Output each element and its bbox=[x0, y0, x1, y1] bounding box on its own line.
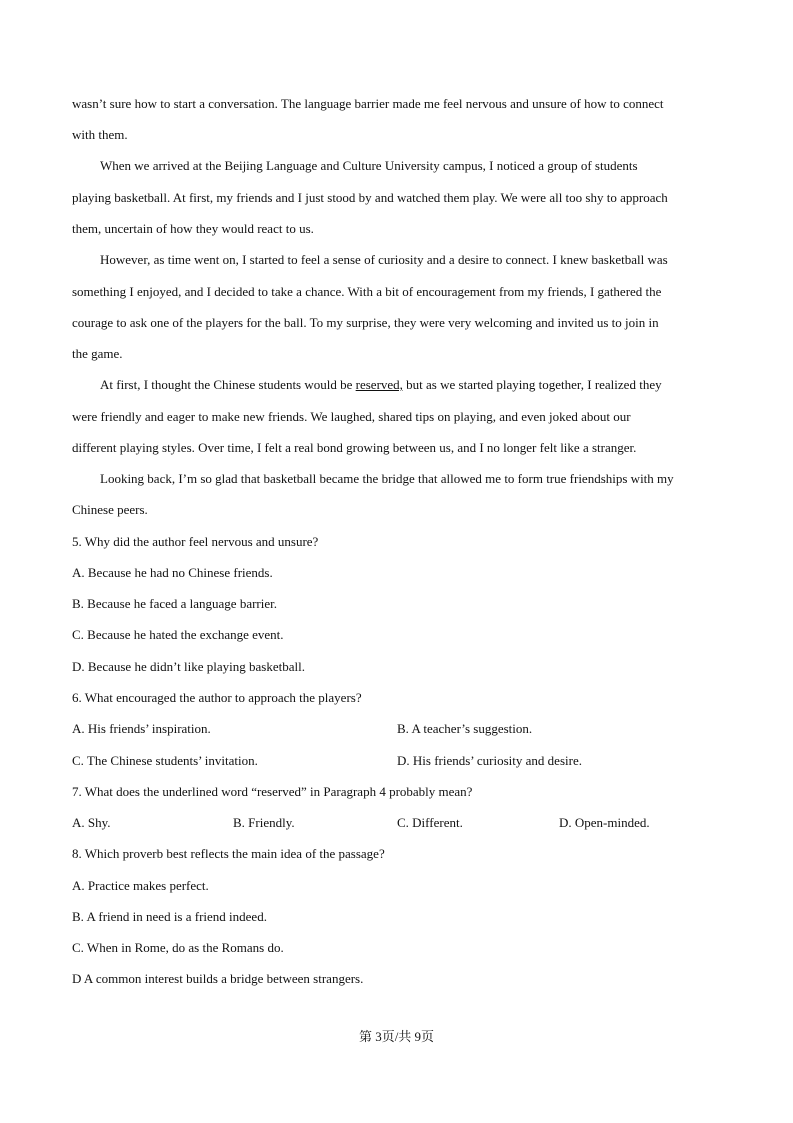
answer-option: B. Friendly. bbox=[233, 815, 295, 830]
answer-option: A. Practice makes perfect. bbox=[72, 878, 209, 893]
passage-line: were friendly and eager to make new friends. We laughed, shared tips on playing, and even joked about our bbox=[72, 409, 631, 424]
answer-option: B. A teacher’s suggestion. bbox=[397, 721, 533, 736]
passage-line: wasn’t sure how to start a conversation. The language barrier made me feel nervous and unsure of how to connect bbox=[72, 96, 664, 111]
question-stem: 7. What does the underlined word “reserved” in Paragraph 4 probably mean? bbox=[72, 784, 473, 799]
page-number: 第 3页/共 9页 bbox=[358, 1029, 435, 1044]
answer-option: D. Because he didn’t like playing basketball. bbox=[72, 659, 305, 674]
answer-option: D. Open-minded. bbox=[559, 815, 650, 830]
answer-option: A. Because he had no Chinese friends. bbox=[72, 565, 273, 580]
answer-row bbox=[72, 721, 722, 737]
passage-line: Looking back, I’m so glad that basketball became the bridge that allowed me to form true friendships with my bbox=[100, 471, 674, 486]
passage-line: different playing styles. Over time, I felt a real bond growing between us, and I no longer felt like a stranger. bbox=[72, 440, 637, 455]
question-stem: 6. What encouraged the author to approach the players? bbox=[72, 690, 362, 705]
passage-line bbox=[100, 377, 662, 393]
answer-option: D. His friends’ curiosity and desire. bbox=[397, 753, 582, 768]
answer-option: A. Shy. bbox=[72, 815, 111, 830]
passage-text: At first, I thought the Chinese students would be bbox=[100, 377, 356, 392]
answer-option: D A common interest builds a bridge between strangers. bbox=[72, 971, 364, 986]
answer-option: A. His friends’ inspiration. bbox=[72, 721, 211, 736]
passage-text: but as we started playing together, I realized they bbox=[402, 377, 662, 392]
answer-option: C. Different. bbox=[397, 815, 463, 830]
passage-line: them, uncertain of how they would react to us. bbox=[72, 221, 314, 236]
underlined-word: reserved, bbox=[355, 377, 403, 392]
answer-option: B. A friend in need is a friend indeed. bbox=[72, 909, 267, 924]
passage-line: the game. bbox=[72, 346, 123, 361]
passage-line: However, as time went on, I started to feel a sense of curiosity and a desire to connect. I knew basketball was bbox=[100, 252, 668, 267]
answer-option: C. Because he hated the exchange event. bbox=[72, 627, 284, 642]
answer-option: C. When in Rome, do as the Romans do. bbox=[72, 940, 284, 955]
passage-line: When we arrived at the Beijing Language and Culture University campus, I noticed a group of students bbox=[100, 158, 638, 173]
answer-option: C. The Chinese students’ invitation. bbox=[72, 753, 258, 768]
passage-line: playing basketball. At first, my friends and I just stood by and watched them play. We were all too shy to approach bbox=[72, 190, 668, 205]
question-stem: 5. Why did the author feel nervous and unsure? bbox=[72, 534, 319, 549]
passage-line: Chinese peers. bbox=[72, 502, 148, 517]
passage-line: courage to ask one of the players for the ball. To my surprise, they were very welcoming and invited us to join in bbox=[72, 315, 659, 330]
passage-line: something I enjoyed, and I decided to take a chance. With a bit of encouragement from my friends, I gathered the bbox=[72, 284, 662, 299]
answer-row bbox=[72, 815, 722, 831]
passage-line: with them. bbox=[72, 127, 128, 142]
question-stem: 8. Which proverb best reflects the main idea of the passage? bbox=[72, 846, 385, 861]
answer-option: B. Because he faced a language barrier. bbox=[72, 596, 278, 611]
answer-row bbox=[72, 753, 722, 769]
